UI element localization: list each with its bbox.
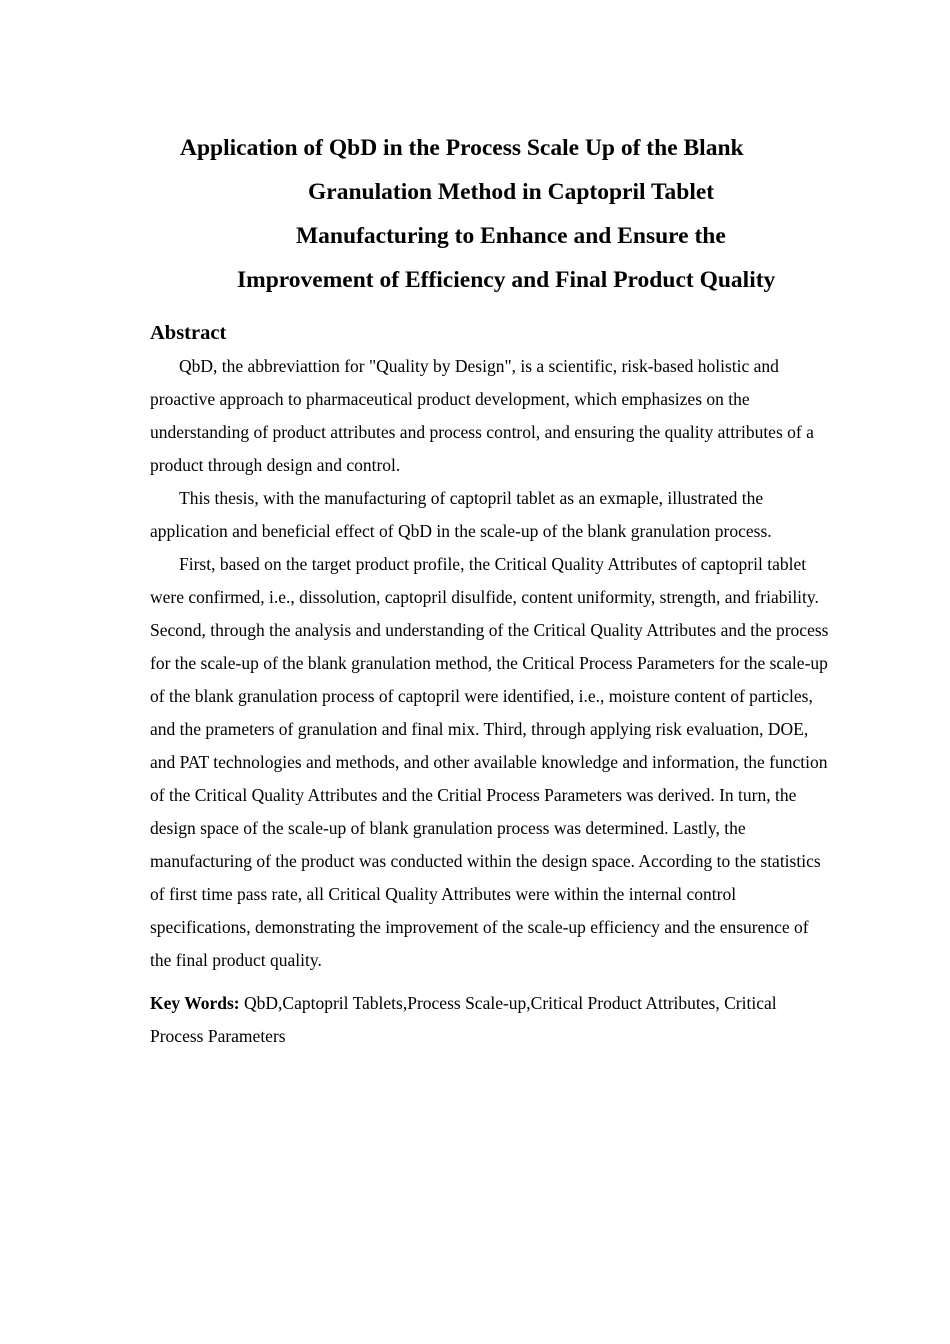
keywords bbox=[150, 987, 830, 1053]
paper-page bbox=[150, 126, 830, 1053]
abstract-paragraph: This thesis, with the manufacturing of captopril tablet as an exmaple, illustrated the application and beneficial effect of QbD in the scale-up of the blank granulation process. bbox=[150, 488, 772, 541]
title-line: Manufacturing to Enhance and Ensure the bbox=[296, 223, 726, 249]
keywords-label: Key Words: bbox=[150, 993, 240, 1013]
abstract-paragraph: QbD, the abbreviattion for "Quality by Design", is a scientific, risk-based holistic and proactive approach to pharmaceutical product development, which emphasizes on the understanding of product attributes and process control, and ensuring the quality attributes of a product through design and control. bbox=[150, 356, 814, 475]
keywords-text: QbD,Captopril Tablets,Process Scale-up,Critical Product Attributes, Critical Process Parameters bbox=[150, 993, 777, 1046]
abstract-paragraph: First, based on the target product profile, the Critical Quality Attributes of captopril tablet were confirmed, i.e., dissolution, captopril disulfide, content uniformity, strength, and friability. Second, through the analysis and understanding of the Critical Quality Attributes and the process for the scale-up of the blank granulation method, the Critical Process Parameters for the scale-up of the blank granulation process of captopril were identified, i.e., moisture content of particles, and the prameters of granulation and final mix. Third, through applying risk evaluation, DOE, and PAT technologies and methods, and other available knowledge and information, the function of the Critical Quality Attributes and the Critial Process Parameters was derived. In turn, the design space of the scale-up of blank granulation process was determined. Lastly, the manufacturing of the product was conducted within the design space. According to the statistics of first time pass rate, all Critical Quality Attributes were within the internal control specifications, demonstrating the improvement of the scale-up efficiency and the ensurence of the final product quality. bbox=[150, 554, 829, 970]
title-line: Application of QbD in the Process Scale Up of the Blank bbox=[180, 135, 744, 161]
paper-title bbox=[150, 126, 830, 302]
title-line: Improvement of Efficiency and Final Product Quality bbox=[237, 267, 776, 293]
abstract-heading: Abstract bbox=[150, 322, 227, 344]
title-line: Granulation Method in Captopril Tablet bbox=[308, 179, 715, 205]
